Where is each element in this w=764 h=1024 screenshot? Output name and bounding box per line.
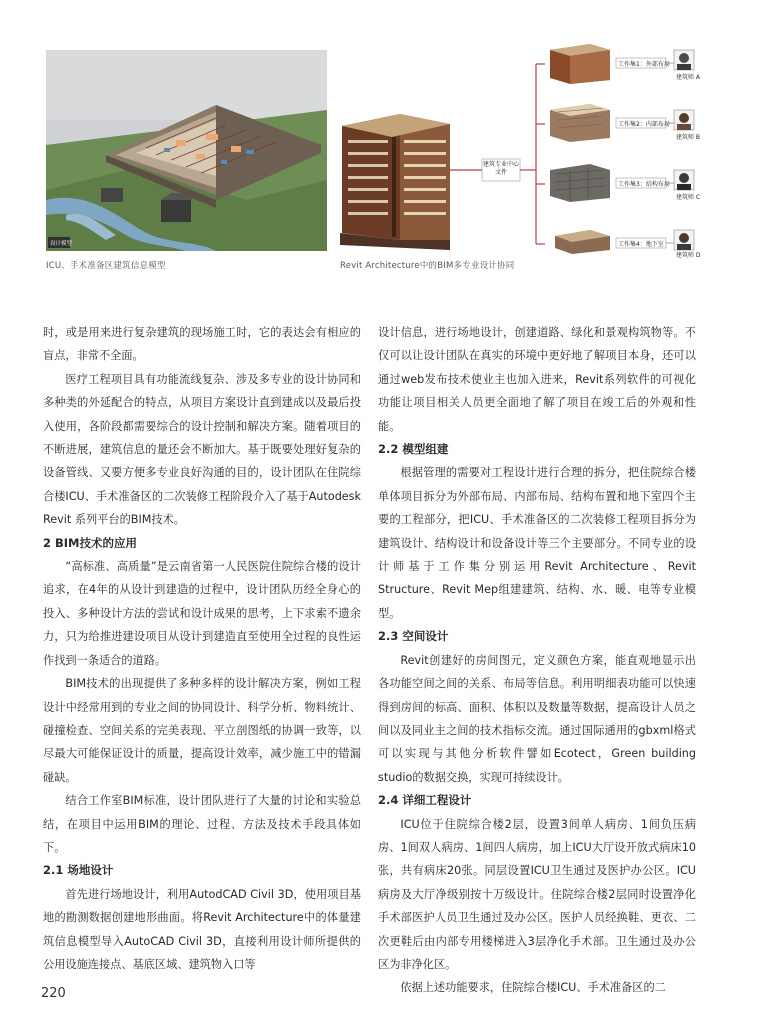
- section-heading: 2.4 详细工程设计: [378, 793, 472, 808]
- center-file-label: 建筑专业中心文件: [482, 161, 519, 176]
- paragraph: 结合工作室BIM标准，设计团队进行了大量的讨论和实验总结，在项目中运用BIM的理论、过程、方法及技术手段具体如下。: [43, 794, 361, 854]
- page-number: 220: [41, 986, 66, 1001]
- paragraph: 设计信息，进行场地设计，创建道路、绿化和景观构筑物等。不仅可以让设计团队在真实的环境中更好地了解项目本身，还可以通过web发布技术使业主也加入进来，Revit系列软件的可视化功能让项目相关人员更全面地了解了项目在竣工后的外观和性能。: [378, 326, 696, 433]
- paragraph: ICU位于住院综合楼2层，设置3间单人病房、1间负压病房、1间双人病房、1间四人病房，加上ICU大厅设开放式病床10张，共有病床20张。同层设置ICU卫生通过及医护办公区。ICU病房及大厅净级别按十万级设计。住院综合楼2层同时设置净化手术部医护人员卫生通过及办公区。医护人员经换鞋、更衣、二次更鞋后由内部专用楼梯进入3层净化手术部。卫生通过及办公区为非净化区。: [378, 817, 696, 971]
- icu-model-figure: [46, 50, 327, 251]
- workset-label-2: 工作集2：内部布局: [618, 121, 670, 128]
- section-heading: 2.1 场地设计: [43, 863, 114, 878]
- paragraph: 依据上述功能要求，住院综合楼ICU、手术准备区的二: [400, 981, 666, 995]
- designer-label-b: 建筑师 B: [676, 134, 701, 141]
- paragraph: Revit创建好的房间图元，定义颜色方案，能直观地显示出各功能空间之间的关系、布局等信息。利用明细表功能可以快速得到房间的标高、面积、体积以及数量等数据，提高设计人员之间以及同业主之间的技术指标交流。通过国际通用的gbxml格式可以实现与其他分析软件譬如Ecotect，Green building studio的数据交换，实现可持续设计。: [378, 653, 696, 784]
- figure-caption-right: Revit Architecture中的BIM多专业设计协同: [340, 261, 515, 271]
- paragraph: BIM技术的出现提供了多种多样的设计解决方案，例如工程设计中经常用到的专业之间的协同设计、科学分析、物料统计、碰撞检查、空间关系的完美表现、平立剖图纸的协调一致等，以尽最大可能保证设计的质量，提高设计效率，减少施工中的错漏碰缺。: [43, 677, 361, 784]
- workset-model-2: [550, 104, 610, 142]
- paragraph: 根据管理的需要对工程设计进行合理的拆分，把住院综合楼单体项目拆分为外部布局、内部布局、结构布置和地下室四个主要的工程部分，把ICU、手术准备区的二次装修工程项目拆分为建筑设计、结构设计和设备设计等三个主要部分。不同专业的设计师基于工作集分别运用Revit Architecture、Revit Structure、Revit Mep组建建筑、结构、水、暖、电等专业模型。: [378, 466, 696, 620]
- bim-collaboration-figure: [340, 40, 720, 259]
- workset-model-4: [555, 230, 610, 254]
- left-text-column: [43, 321, 361, 976]
- workset-model-1: [550, 44, 610, 84]
- designer-label-d: 建筑师 D: [676, 252, 701, 259]
- main-building-model: [340, 114, 450, 250]
- section-heading: 2 BIM技术的应用: [43, 535, 137, 550]
- figure-caption-left: ICU、手术准备区建筑信息模型: [46, 261, 166, 271]
- icu-model-image: [46, 50, 327, 251]
- paragraph: “高标准、高质量”是云南省第一人民医院住院综合楼的设计追求，在4年的从设计到建造的过程中，设计团队历经全身心的投入、多种设计方法的尝试和设计成果的思考，上下求索不遗余力，只为给推进建设项目从设计到建造直至使用全过程的良性运作找到一条适合的道路。: [43, 560, 361, 667]
- workset-label-4: 工作集4：地下室: [618, 241, 664, 248]
- workset-label-3: 工作集3：结构布局: [618, 181, 670, 188]
- right-text-column: [378, 321, 696, 1000]
- workset-label-1: 工作集1：外部布局: [618, 61, 670, 68]
- designer-label-a: 建筑师 A: [676, 74, 701, 81]
- section-heading: 2.3 空间设计: [378, 629, 449, 644]
- section-heading: 2.2 模型组建: [378, 442, 449, 457]
- workset-model-3: [550, 164, 610, 202]
- model-corner-label: 设计模型: [50, 241, 73, 247]
- paragraph: 医疗工程项目具有功能流线复杂、涉及多专业的设计协同和多种类的外延配合的特点，从项目方案设计直到建成以及最后投入使用，各阶段都需要综合的设计控制和解决方案。随着项目的不断进展，建筑信息的量还会不断加大。基于既要处理好复杂的设备管线、又要方便多专业良好沟通的目的，设计团队在住院综合楼ICU、手术准备区的二次装修工程阶段介入了基于Autodesk Revit 系列平台的BIM技术。: [43, 372, 361, 527]
- paragraph: 首先进行场地设计，利用AutodCAD Civil 3D，使用项目基地的勘测数据创建地形曲面。将Revit Architecture中的体量建筑信息模型导入AutoCAD Civil 3D，直接利用设计师所提供的公用设施连接点、基底区域、建筑物入口等: [43, 887, 361, 971]
- paragraph: 时，或是用来进行复杂建筑的现场施工时，它的表达会有相应的盲点，非常不全面。: [43, 326, 361, 363]
- collaboration-diagram: [340, 40, 720, 255]
- designer-label-c: 建筑师 C: [676, 194, 701, 201]
